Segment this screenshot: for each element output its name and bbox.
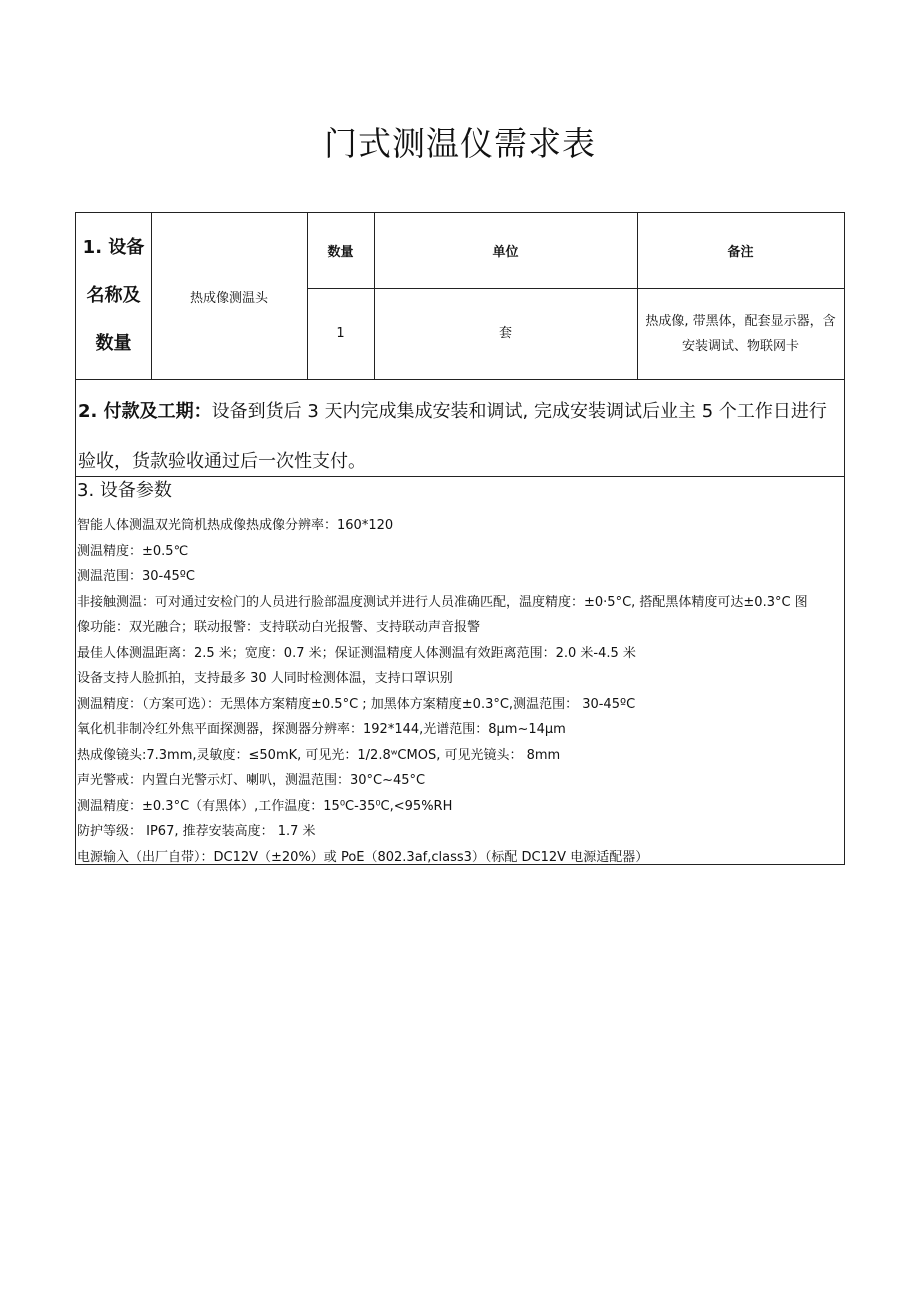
parameter-item: 热成像镜头:7.3mm,灵敏度：≤50mK, 可见光：1/2.8ʷCMOS, 可见光镜头： 8mm xyxy=(77,747,561,763)
parameter-item: 设备支持人脸抓拍，支持最多 30 人同时检测体温，支持口罩识别 xyxy=(77,671,453,686)
parameter-item: 电源输入（出厂自带）：DC12V（±20%）或 PoE（802.3af,class3）（标配 DC12V 电源适配器） xyxy=(77,849,649,865)
payment-line-2: 验收，货款验收通过后一次性支付。 xyxy=(78,451,366,472)
device-name: 热成像测温头 xyxy=(189,290,268,306)
unit-header: 单位 xyxy=(492,245,519,260)
parameter-item: 最佳人体测温距离：2.5 米；宽度：0.7 米；保证测温精度人体测温有效距离范围：2.0 米-4.5 米 xyxy=(77,645,636,661)
parameter-item: 防护等级： IP67, 推荐安装高度： 1.7 米 xyxy=(77,824,316,839)
document-title: 门式测温仪需求表 xyxy=(324,124,596,163)
parameter-item: 智能人体测温双光筒机热成像热成像分辨率：160*120 xyxy=(77,518,394,533)
remark-line: 安装调试、物联网卡 xyxy=(681,338,799,354)
section1-label-line: 数量 xyxy=(95,333,132,354)
requirements-table xyxy=(75,212,845,865)
remark-line: 热成像, 带黑体，配套显示器，含 xyxy=(645,313,836,329)
unit-value: 套 xyxy=(498,326,512,341)
remark-value xyxy=(637,288,844,379)
remark-header: 备注 xyxy=(727,245,754,260)
section-device-parameters xyxy=(76,477,844,870)
payment-text: 设备到货后 3 天内完成集成安装和调试, 完成安装调试后业主 5 个工作日进行 xyxy=(211,401,827,422)
payment-line-1 xyxy=(78,387,844,437)
section1-label xyxy=(76,213,151,379)
parameter-item: 氧化机非制冷红外焦平面探测器，探测器分辨率：192*144,光谱范围：8μm~14μm xyxy=(77,722,566,737)
parameter-item: 测温范围：30-45ºC xyxy=(77,569,195,584)
section1-label-line: 1. 设备 xyxy=(82,237,145,258)
parameter-item: 测温精度：±0.5℃ xyxy=(77,543,189,559)
quantity-header: 数量 xyxy=(327,245,354,260)
device-name-cell xyxy=(151,213,307,379)
parameter-item: 测温精度：±0.3°C（有黑体）,工作温度：15⁰C-35⁰C,<95%RH xyxy=(77,798,453,814)
parameter-item: 测温精度：（方案可选）：无黑体方案精度±0.5°C ; 加黑体方案精度±0.3°C,测温范围： 30-45ºC xyxy=(77,696,636,712)
parameter-item: 非接触测温：可对通过安检门的人员进行脸部温度测试并进行人员准确匹配，温度精度：±0·5°C, 搭配黑体精度可达±0.3°C 图 xyxy=(77,594,808,610)
parameter-list xyxy=(76,513,844,870)
quantity-value: 1 xyxy=(336,326,345,341)
section2-label: 2. 付款及工期： xyxy=(78,401,212,422)
section1-label-line: 名称及 xyxy=(86,285,141,306)
section-device-quantity xyxy=(76,213,844,380)
parameter-item: 声光警戒：内置白光警示灯、喇叭，测温范围：30°C~45°C xyxy=(77,773,426,788)
section3-label: 3. 设备参数 xyxy=(77,480,172,501)
section-payment-schedule xyxy=(76,379,844,477)
parameter-item: 像功能：双光融合；联动报警：支持联动白光报警、支持联动声音报警 xyxy=(77,620,481,635)
